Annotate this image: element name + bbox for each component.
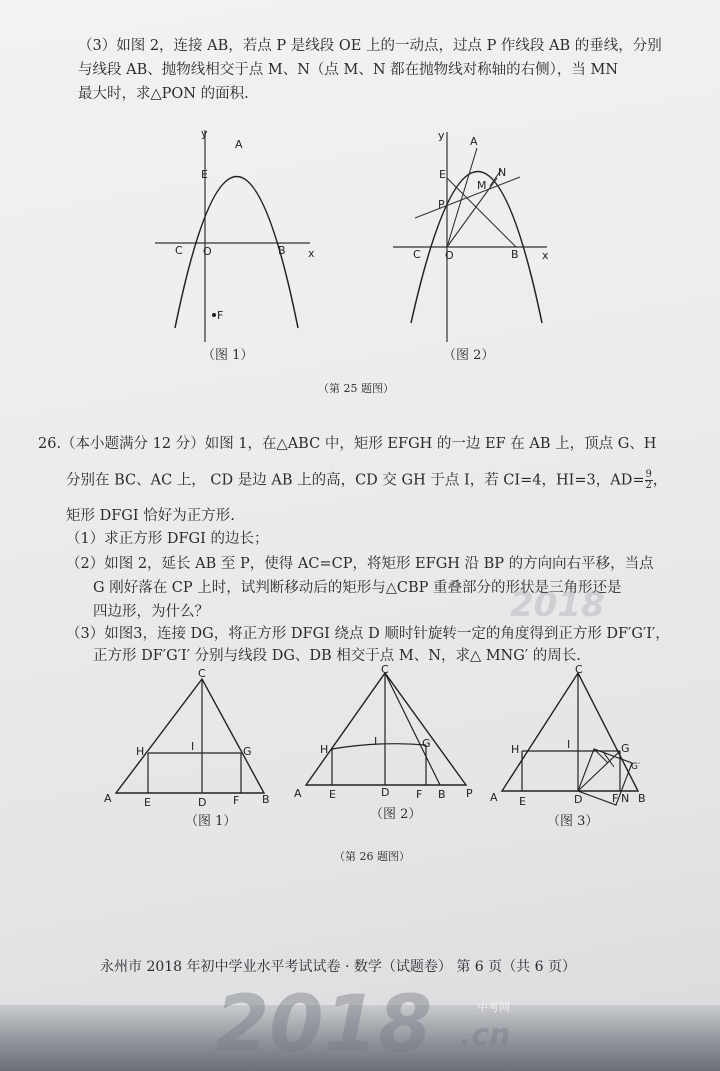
watermark-mid: 2018	[510, 585, 605, 625]
q25-part3-line3: 最大时，求△PON 的面积.	[78, 86, 249, 102]
fig1-label-b: B	[278, 244, 286, 257]
q26f1-label-h: H	[136, 745, 145, 758]
watermark-bottom-cn: .cn	[460, 1018, 511, 1053]
q26f2-label-g: G	[422, 737, 431, 750]
q26f3-label-n: N	[621, 792, 630, 805]
q26-sub3-line2: 正方形 DF′G′I′ 分别与线段 DG、DB 相交于点 M、N，求△ MNG′ 的周长.	[93, 648, 581, 664]
q26-figure-3	[486, 663, 676, 823]
q26f1-label-e: E	[144, 796, 151, 809]
q26-figure-1	[100, 665, 285, 810]
q26-sub2-line1: （2）如图 2，延长 AB 至 P，使得 AC=CP，将矩形 EFGH 沿 BP 的方向向右平移，当点	[66, 556, 654, 572]
q25-figure-1	[145, 120, 335, 345]
q26f2-label-f: F	[416, 788, 423, 801]
q26f3-label-f: F	[612, 792, 619, 805]
watermark-site: 中考网	[477, 1001, 510, 1014]
q26-fig2-caption: （图 2）	[370, 807, 422, 822]
q26-sub2-line3: 四边形，为什么？	[93, 604, 209, 620]
q26-line3: 矩形 DFGI 恰好为正方形.	[66, 508, 235, 524]
q26f2-label-p: P	[466, 787, 473, 800]
fig2-label-y: y	[438, 129, 445, 142]
ad-denominator: 2	[645, 480, 652, 491]
watermark-bottom: 2018	[215, 980, 433, 1070]
q26-sub1: （1）求正方形 DFGI 的边长；	[66, 531, 269, 547]
q26-line1: 26.（本小题满分 12 分）如图 1，在△ABC 中，矩形 EFGH 的一边 EF 在 AB 上，顶点 G、H	[38, 436, 657, 452]
q26f3-label-b: B	[638, 792, 646, 805]
page-footer: 永州市 2018 年初中学业水平考试试卷 · 数学（试题卷） 第 6 页（共 6 页）	[100, 959, 576, 975]
q26f3-label-a: A	[490, 791, 498, 804]
fig1-label-f: F	[217, 309, 224, 322]
fig2-label-a: A	[470, 135, 478, 148]
q26f1-label-d: D	[198, 796, 207, 809]
fig1-label-e: E	[201, 168, 208, 181]
q26f2-label-i: I	[374, 735, 378, 748]
q26f2-label-e: E	[329, 788, 336, 801]
q26-sub3-line1: （3）如图3，连接 DG，将正方形 DFGI 绕点 D 顺时针旋转一定的角度得到正方形 DF′G′I′，	[66, 626, 670, 642]
ad-numerator: 9	[645, 469, 652, 480]
q26-fig3-caption: （图 3）	[547, 814, 599, 829]
q25-fig2-caption: （图 2）	[443, 348, 495, 363]
q26f2-label-h: H	[320, 743, 329, 756]
fig2-label-e: E	[439, 168, 446, 181]
q26f1-label-g: G	[243, 745, 252, 758]
q26-fig1-caption: （图 1）	[185, 814, 237, 829]
fig2-label-p: P	[438, 198, 445, 211]
fig2-label-b: B	[511, 248, 519, 261]
q26f2-label-d: D	[381, 786, 390, 799]
q26f3-label-d: D	[574, 793, 583, 806]
q26f3-label-i: I	[567, 738, 571, 751]
fig2-label-c: C	[413, 248, 421, 261]
q26-line2-text: 分别在 BC、AC 上， CD 是边 AB 上的高，CD 交 GH 于点 I，若 CI=4，HI=3，AD=	[66, 472, 645, 489]
q26f1-label-a: A	[104, 792, 112, 805]
q26f1-label-i: I	[191, 740, 195, 753]
ad-fraction	[645, 470, 653, 491]
q26f3-label-c: C	[575, 663, 583, 676]
q26f3-label-h: H	[511, 743, 520, 756]
fig1-label-a: A	[235, 138, 243, 151]
fig2-label-x: x	[542, 249, 549, 262]
q26-line2	[66, 470, 667, 491]
q26f3-label-e: E	[519, 795, 526, 808]
q25-figure-caption: （第 25 题图）	[318, 382, 394, 395]
q26f2-label-a: A	[294, 787, 302, 800]
q26-line2-end: ，	[652, 472, 668, 489]
q26-figure-caption: （第 26 题图）	[334, 850, 410, 863]
fig1-label-o: O	[203, 245, 212, 258]
q26-figure-2	[290, 665, 490, 810]
q25-figure-2	[385, 120, 575, 345]
fig1-label-c: C	[175, 244, 183, 257]
q25-part3-line2: 与线段 AB、抛物线相交于点 M、N（点 M、N 都在抛物线对称轴的右侧），当 MN	[78, 62, 619, 78]
q25-part3-line1: （3）如图 2，连接 AB，若点 P 是线段 OE 上的一动点，过点 P 作线段 AB 的垂线，分别	[78, 38, 662, 54]
fig1-label-y: y	[201, 127, 208, 140]
q25-fig1-caption: （图 1）	[202, 348, 254, 363]
fig2-label-o: O	[445, 249, 454, 262]
q26f2-label-b: B	[438, 788, 446, 801]
q26f2-label-c: C	[381, 665, 389, 676]
q26f1-label-f: F	[233, 794, 240, 807]
fig2-label-m: M	[477, 179, 487, 192]
q26f1-label-c: C	[198, 667, 206, 680]
q26-sub2-line2: G 刚好落在 CP 上时，试判断移动后的矩形与△CBP 重叠部分的形状是三角形还是	[93, 580, 622, 596]
fig2-label-n: N	[498, 166, 507, 179]
q26f3-label-g: G	[621, 742, 630, 755]
fig1-label-x: x	[308, 247, 315, 260]
q26f3-label-gp: G′	[631, 762, 641, 772]
q26f1-label-b: B	[262, 793, 270, 806]
